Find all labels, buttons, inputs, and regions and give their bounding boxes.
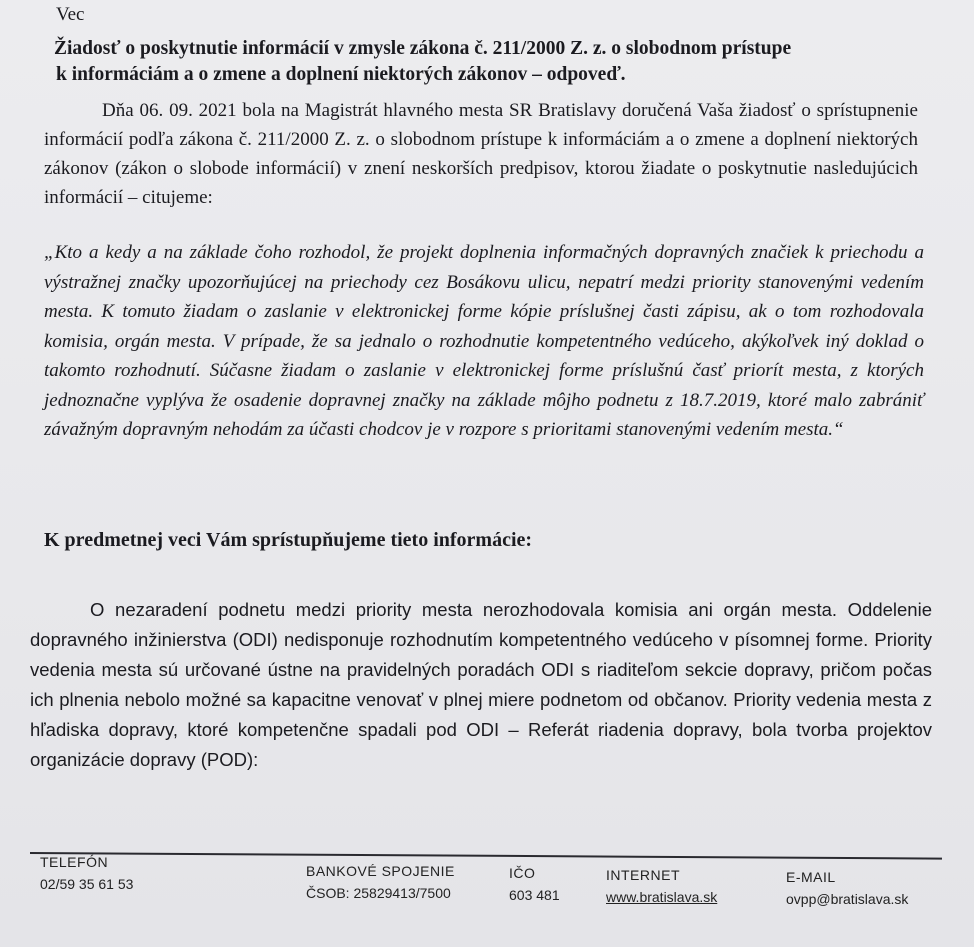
ico-label: IČO [509,865,536,881]
footer-bank [306,860,455,904]
intro-text: Dňa 06. 09. 2021 bola na Magistrát hlavného mesta SR Bratislavy doručená Vaša žiadosť o sprístupnenie informácií podľa zákona č. 211/2000 Z. z. o slobodnom prístupe k informáciám a o zmene a doplnení niektorých zákonov (zákon o slobode informácií) v znení neskorších predpisov, ktorou žiadate o poskytnutie nasledujúcich informácií – citujeme: [44,100,918,208]
quoted-request: „Kto a kedy a na základe čoho rozhodol, že projekt doplnenia informačných dopravných značiek k priechodu a výstražnej značky upozorňujúcej na priechody cez Bosákovu ulicu, nepatrí medzi priority stanovenými vedením mesta. K tomuto žiadam o zaslanie v elektronickej forme kópie príslušnej časti zápisu, ak o tom rozhodovala komisia, orgán mesta. V prípade, že sa jednalo o rozhodnutie kompetentného vedúceho, akýkoľvek iný doklad o takomto rozhodnutí. Súčasne žiadam o zaslanie v elektronickej forme príslušnú časť priorít mesta, z ktorých jednoznačne vyplýva že osadenie dopravnej značky na základe môjho podnetu z 18.7.2019, ktoré malo zabrániť závažným dopravným nehodám za účasti chodcov je v rozpore s prioritami stanovenými vedením mesta.“ [44,242,924,440]
footer-email [786,866,908,910]
internet-link[interactable]: www.bratislava.sk [606,889,718,905]
answer-heading: K predmetnej veci Vám sprístupňujeme tieto informácie: [44,529,533,551]
phone-value: 02/59 35 61 53 [40,876,134,892]
ico-value: 603 481 [509,887,560,903]
bank-label: BANKOVÉ SPOJENIE [306,863,455,879]
intro-paragraph [44,96,918,212]
footer-divider [30,852,942,860]
subject-line-2: k informáciám a o zmene a doplnení niektorých zákonov – odpoveď. [56,64,626,85]
footer-internet [606,864,717,908]
answer-text: O nezaradení podnetu medzi priority mesta nerozhodovala komisia ani orgán mesta. Oddelenie dopravného inžinierstva (ODI) nedisponuje rozhodnutím kompetentného vedúceho v písomnej forme. Priority vedenia mesta sú určované ústne na pravidelných poradách ODI s riaditeľom sekcie dopravy, pričom počas ich plnenia nebolo možné sa kapacitne venovať v plnej miere podnetom od občanov. Priority vedenia mesta z hľadiska dopravy, ktoré kompetenčne spadali pod ODI – Referát riadenia dopravy, bola tvorba projektov organizácie dopravy (POD): [30,599,932,770]
subject-line-1: Žiadosť o poskytnutie informácií v zmysle zákona č. 211/2000 Z. z. o slobodnom prístupe [54,38,792,59]
subject-heading [54,36,894,88]
answer-paragraph [30,595,932,775]
footer-ico [509,862,560,906]
bank-value: ČSOB: 25829413/7500 [306,885,451,901]
footer-phone [40,851,133,895]
email-label: E-MAIL [786,869,836,885]
vec-label: Vec [56,4,85,25]
phone-label: TELEFÓN [40,854,109,870]
email-link[interactable]: ovpp@bratislava.sk [786,891,909,907]
internet-label: INTERNET [606,867,680,883]
